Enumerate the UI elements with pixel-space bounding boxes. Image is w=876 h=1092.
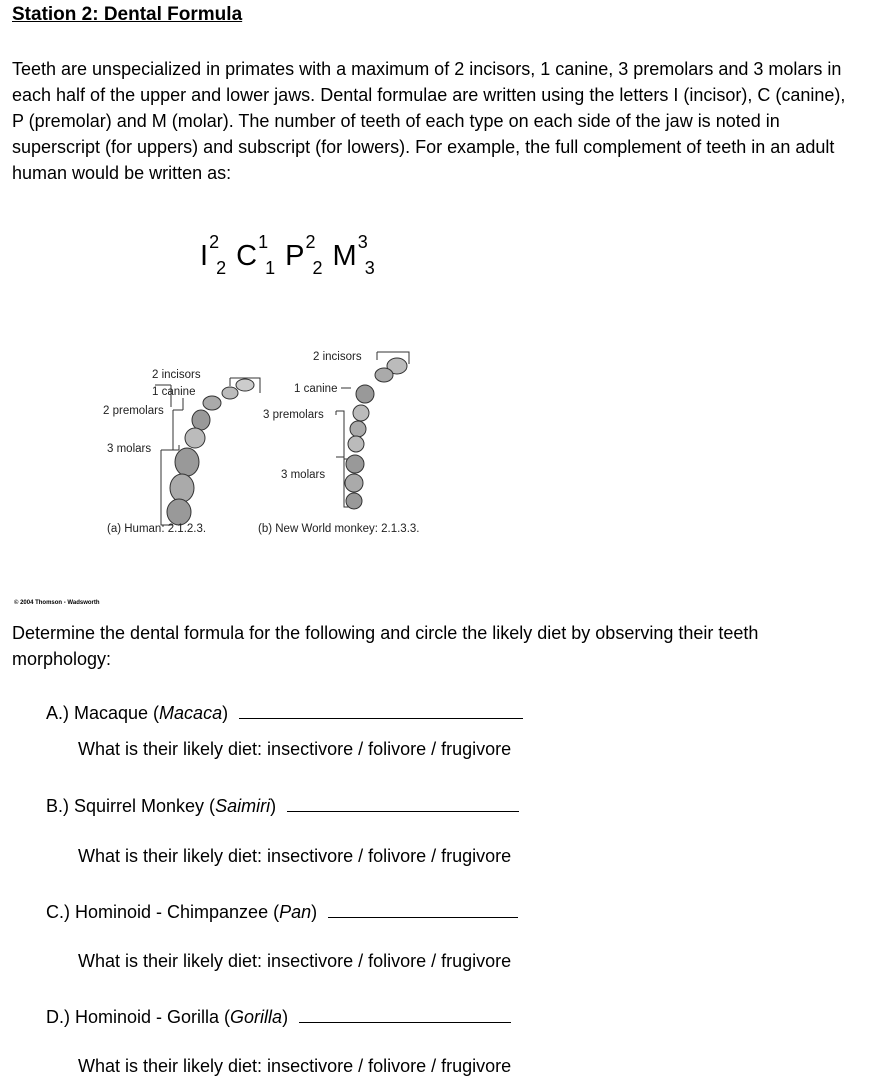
dentition-figure <box>95 340 455 545</box>
formula-term-canine: C 1 1 <box>236 232 276 278</box>
formula-term-premolar: P 2 2 <box>285 232 323 278</box>
intro-paragraph: Teeth are unspecialized in primates with a maximum of 2 incisors, 1 canine, 3 premolars and 3 molars in each half of the upper and lower jaws. Dental formulae are written using the letters I (incisor), C (canine), P (premolar) and M (molar). The number of teeth of each type on each side of the jaw is noted in superscript (for uppers) and subscript (for lowers). For example, the full complement of teeth in an adult human would be written as: <box>12 59 846 183</box>
human-caption: (a) Human: 2.1.2.3. <box>107 523 207 535</box>
monkey-caption: (b) New World monkey: 2.1.3.3. <box>258 523 420 535</box>
figure-copyright: © 2004 Thomson - Wadsworth <box>14 600 100 606</box>
question-b: B.) Squirrel Monkey (Saimiri) <box>46 793 519 817</box>
answer-blank-b[interactable] <box>287 793 519 812</box>
page-title: Station 2: Dental Formula <box>12 4 243 25</box>
answer-blank-d[interactable] <box>299 1004 511 1023</box>
diet-question-d[interactable]: What is their likely diet: insectivore / folivore / frugivore <box>78 1056 512 1076</box>
question-d: D.) Hominoid - Gorilla (Gorilla) <box>46 1004 511 1028</box>
human-premolars-label: 2 premolars <box>103 405 164 417</box>
monkey-canine-label: 1 canine <box>294 383 338 395</box>
monkey-premolars-label: 3 premolars <box>263 409 324 421</box>
example-formula <box>200 232 377 278</box>
question-c: C.) Hominoid - Chimpanzee (Pan) <box>46 899 518 923</box>
monkey-jaw-illustration <box>336 352 409 509</box>
human-jaw-illustration <box>155 378 260 525</box>
answer-blank-c[interactable] <box>328 899 518 918</box>
formula-term-incisor: I 2 2 <box>200 232 227 278</box>
diet-question-b[interactable]: What is their likely diet: insectivore / folivore / frugivore <box>78 846 512 866</box>
monkey-incisors-label: 2 incisors <box>313 351 362 363</box>
human-molars-label: 3 molars <box>107 443 152 455</box>
instructions: Determine the dental formula for the following and circle the likely diet by observing their teeth morphology: <box>12 623 759 669</box>
monkey-molars-label: 3 molars <box>281 469 326 481</box>
answer-blank-a[interactable] <box>239 700 523 719</box>
question-a: A.) Macaque (Macaca) <box>46 700 523 724</box>
human-canine-label: 1 canine <box>152 386 196 398</box>
human-incisors-label: 2 incisors <box>152 369 201 381</box>
diet-question-c[interactable]: What is their likely diet: insectivore / folivore / frugivore <box>78 951 512 971</box>
diet-question-a[interactable]: What is their likely diet: insectivore / folivore / frugivore <box>78 739 512 759</box>
formula-term-molar: M 3 3 <box>332 232 375 278</box>
